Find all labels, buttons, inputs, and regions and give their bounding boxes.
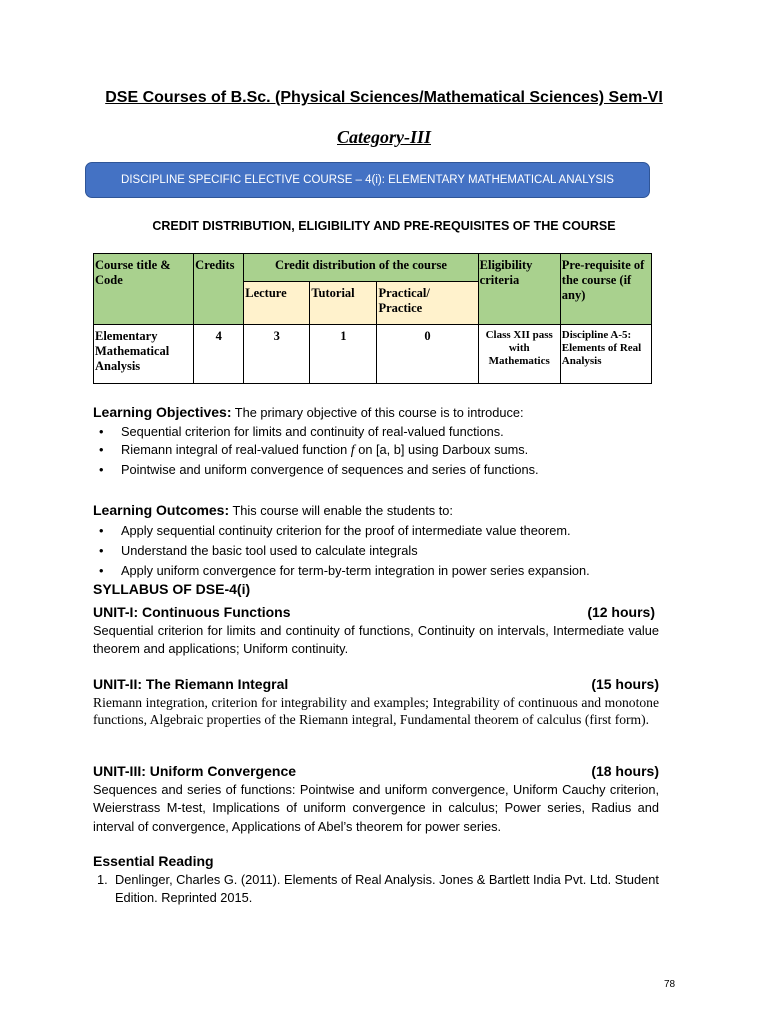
th-credits: Credits [194,254,244,325]
th-eligibility: Eligibility criteria [478,254,560,325]
syllabus-heading: SYLLABUS OF DSE-4(i) [93,581,251,597]
course-banner-text: DISCIPLINE SPECIFIC ELECTIVE COURSE – 4(i): ELEMENTARY MATHEMATICAL ANALYSIS [121,174,614,186]
cell-prereq: Discipline A-5: Elements of Real Analysis [560,325,651,384]
riemann-pre: Riemann integral of real-valued function [121,442,351,458]
list-item: • Apply sequential continuity criterion for the proof of intermediate value theorem. [93,521,659,541]
th-practical: Practical/ Practice [377,282,478,325]
unit-title: UNIT-III: Uniform Convergence [93,763,297,779]
list-item: • Sequential criterion for limits and continuity of real-valued functions. [93,423,659,442]
credit-table [93,253,652,384]
list-item [93,441,659,461]
cell-eligibility: Class XII pass with Mathematics [478,325,560,384]
ref-number: 1. [97,871,108,887]
ref-text: Denlinger, Charles G. (2011). Elements of Real Analysis. Jones & Bartlett India Pvt. Ltd. Student Edition. Reprinted 2015. [115,871,659,906]
riemann-post: on [a, b] using Darboux sums. [354,442,529,458]
unit-text: Riemann integration, criterion for integrability and examples; Integrability of continuous and monotone functions, Algebraic properties of the Riemann integral, Fundamental theorem of calculus (first form). [93,694,659,727]
course-banner [85,162,650,198]
unit-hours: (18 hours) [591,763,659,779]
essential-reading [93,852,659,908]
unit-1 [93,603,659,659]
outcomes-intro: This course will enable the students to: [229,503,453,518]
unit-hours: (12 hours) [587,604,655,620]
list-item: • Pointwise and uniform convergence of sequences and series of functions. [93,461,659,480]
objectives-label: Learning Objectives: [93,404,232,420]
list-item [93,871,659,908]
list-item: • Understand the basic tool used to calculate integrals [93,541,659,561]
learning-outcomes [93,501,659,581]
cell-practical: 0 [377,325,478,384]
page-number: 78 [664,979,676,990]
reading-heading: Essential Reading [93,853,214,869]
category-heading: Category-III [337,127,431,147]
th-tutorial: Tutorial [310,282,377,325]
cell-lecture: 3 [244,325,310,384]
page-title: DSE Courses of B.Sc. (Physical Sciences/Mathematical Sciences) Sem-VI [105,89,663,106]
th-prereq: Pre-requisite of the course (if any) [560,254,651,325]
th-lecture: Lecture [244,282,310,325]
outcomes-label: Learning Outcomes: [93,502,230,518]
unit-title: UNIT-I: Continuous Functions [93,604,291,620]
objectives-intro: The primary objective of this course is to introduce: [231,405,524,420]
unit-3 [93,762,659,836]
unit-hours: (15 hours) [591,676,659,692]
th-course: Course title & Code [94,254,194,325]
cell-tutorial: 1 [310,325,377,384]
th-distribution: Credit distribution of the course [244,254,478,282]
unit-title: UNIT-II: The Riemann Integral [93,676,289,692]
list-item: • Apply uniform convergence for term-by-term integration in power series expansion. [93,561,659,581]
unit-2 [93,675,659,728]
cell-credits: 4 [194,325,244,384]
credit-heading: CREDIT DISTRIBUTION, ELIGIBILITY AND PRE-REQUISITES OF THE COURSE [152,219,616,233]
unit-text: Sequential criterion for limits and continuity of functions, Continuity on intervals, Intermediate value theorem and applications; Uniform continuity. [93,622,659,657]
riemann-f: f [350,443,355,459]
learning-objectives [93,403,659,479]
unit-text: Sequences and series of functions: Pointwise and uniform convergence, Uniform Cauchy criterion, Weierstrass M-test, Implications of uniform convergence in calculus; Power series, Radius and interval of convergence, Applications of Abel’s theorem for power series. [93,781,659,834]
table-row [94,325,652,384]
cell-course: Elementary Mathematical Analysis [94,325,194,384]
